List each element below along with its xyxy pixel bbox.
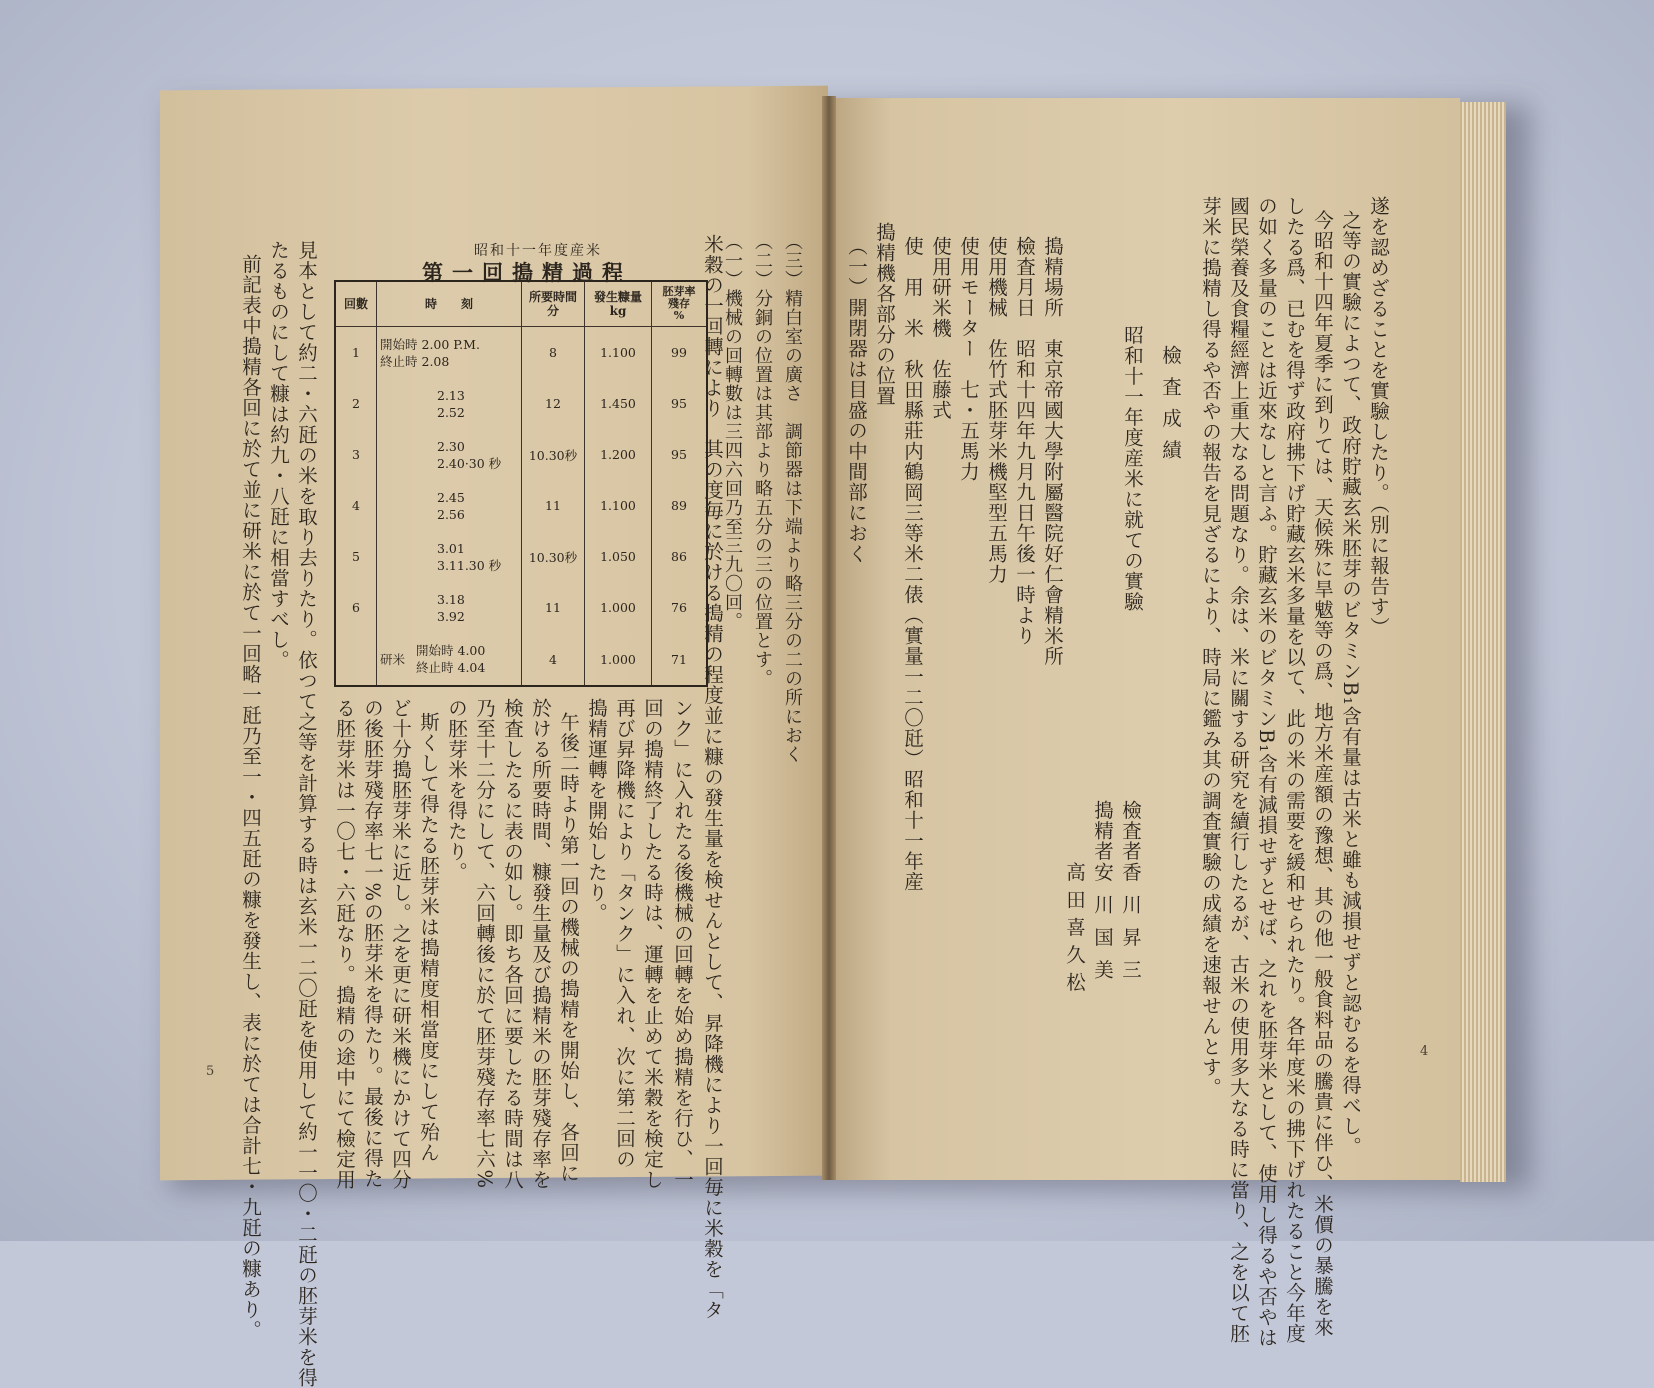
header-time: 時 刻 [377, 281, 522, 327]
cell-germ: 99 [652, 327, 708, 379]
header-germ-l1: 胚芽 [662, 285, 685, 298]
table-row [335, 480, 707, 531]
cell-bran: 1.450 [585, 378, 652, 429]
time-start: 2.45 [437, 489, 465, 505]
time-start: 4.00 [457, 643, 486, 659]
cell-time [377, 429, 522, 480]
cell-round: 4 [335, 480, 377, 531]
time-start: 3.18 [437, 591, 465, 607]
header-bran-label: 發生糠量 [593, 290, 642, 304]
inspector-name: 香川昇三 [1119, 862, 1142, 992]
body-line: 検査したるに表の如し。即ち各回に要したる時間は八 [501, 698, 524, 1190]
body-line: 再び昇降機により「タンク」に入れ、次に第二回の [613, 698, 636, 1170]
cell-germ: 95 [652, 378, 708, 429]
body-line: 芽米に搗精し得るや否やの報告を見ざるにより、時局に鑑み其の調査實驗の成績を速報せんとす。 [1199, 196, 1222, 1098]
time-end: 3.11.30 秒 [437, 557, 502, 573]
field-line: 搗精場所 東京帝國大學附屬醫院好仁會精米所 [1041, 236, 1064, 667]
cell-round-polish: 研米 [380, 652, 406, 668]
field-line: 使 用 米 秋田縣莊内鶴岡三等米二俵（實量一二〇瓩）昭和十一年産 [901, 236, 924, 892]
field-line: 檢査月日 昭和十四年九月九日午後一時より [1013, 236, 1036, 646]
body-line: の胚芽米を得たり。 [445, 698, 468, 883]
body-line: 遂を認めざることを實驗したり。（別に報告す） [1367, 196, 1390, 638]
body-line: ど十分搗胚芽米に近し。之を更に研米機にかけて四分 [389, 698, 412, 1190]
body-line: したる爲、已むを得ず政府拂下げ貯藏玄米多量を以て、此の米の需要を緩和せられたり。各年度米の拂下げれたること今年度 [1283, 196, 1306, 1344]
body-line: 前記表中搗精各回に於て並に研米に於て一回略一瓩乃至一・四五瓩の糠を發生し、表に於ては合計七・九瓩の糠あり。 [239, 254, 262, 1341]
table-row [335, 582, 707, 633]
cell-bran: 1.050 [585, 531, 652, 582]
header-duration-unit: 分 [546, 304, 559, 318]
table-row [335, 531, 707, 582]
cell-bran: 1.000 [585, 582, 652, 633]
cell-duration: 11 [522, 582, 585, 633]
body-line: る胚芽米は一〇七・六瓩なり。搗精の途中にて檢定用 [333, 698, 356, 1190]
cell-time [377, 531, 522, 582]
miller-role: 搗精者 [1091, 800, 1114, 862]
cell-germ: 86 [652, 531, 708, 582]
cell-time [377, 480, 522, 531]
setting-item: （一）機械の回轉數は三四六回乃至三九〇回。 [722, 232, 743, 631]
cell-duration: 8 [522, 327, 585, 379]
cell-bran: 1.100 [585, 327, 652, 379]
cell-germ: 95 [652, 429, 708, 480]
cell-round: 3 [335, 429, 377, 480]
cell-duration: 12 [522, 378, 585, 429]
miller-name: 高田喜久松 [1063, 862, 1086, 1000]
body-line: 見本として約二・六瓩の米を取り去りたり。依つて之等を計算する時は玄米一二〇瓩を使用して約一一〇・二瓩の胚芽米を得 [295, 240, 318, 1388]
setting-item: （三）精白室の廣さ 調節器は下端より略三分の二の所におく [782, 232, 803, 764]
cell-time [377, 378, 522, 429]
time-end: 2.56 [437, 506, 465, 522]
header-bran [585, 281, 652, 327]
cell-time [377, 582, 522, 633]
cell-germ: 71 [652, 633, 708, 686]
field-line: 使用研米機 佐藤式 [929, 236, 952, 421]
label-end: 終止時 [380, 353, 418, 369]
body-line: 斯くして得たる胚芽米は搗精度相當度にして殆ん [417, 712, 440, 1163]
cell-round: 1 [335, 327, 377, 379]
table-row [335, 378, 707, 429]
table-subtitle: 昭和十一年度産米 [474, 243, 602, 259]
cell-time [377, 633, 522, 686]
body-line: たるものにして糠は約九・八瓩に相當すべし。 [267, 240, 290, 671]
cell-duration: 10.30秒 [522, 429, 585, 480]
body-line: 午後二時より第一回の機械の搗精を開始し、各回に [557, 712, 580, 1184]
time-start: 2.00 P.M. [421, 336, 480, 352]
time-start: 2.30 [437, 438, 465, 454]
body-line: 米穀の一回轉により 其の度毎に於ける搗精の程度並に糠の發生量を検せんとして、昇降機により一回毎に米穀を「タ [701, 234, 724, 1321]
body-line: 於ける所要時間、糠發生量及び搗精米の胚芽殘存率を [529, 698, 552, 1190]
cell-time [377, 327, 522, 379]
time-end: 3.92 [437, 608, 465, 624]
setting-item: （二）分銅の位置は其部より略五分の三の位置とす。 [752, 232, 773, 688]
cell-bran: 1.200 [585, 429, 652, 480]
cell-duration: 10.30秒 [522, 531, 585, 582]
table-row [335, 327, 707, 379]
field-line: （一）開閉器は目盛の中間部におく [845, 236, 868, 564]
body-line: 國民榮養及食糧經濟上重大なる問題なり。余は、米に關する研究を續行したるが、古米の使用多大なる時に當り、之を以て胚 [1227, 196, 1250, 1344]
page-edges [1460, 102, 1506, 1182]
header-round: 回數 [335, 281, 377, 327]
body-line: 今昭和十四年夏季に到りては、天候殊に旱魃等の爲、地方米産額の豫想、其の他一般食料品の騰貴に伴ひ、米價の暴騰を來 [1311, 210, 1334, 1338]
field-line: 使用機械 佐竹式胚芽米機堅型五馬力 [985, 236, 1008, 585]
field-line: 使用モーター 七・五馬力 [957, 236, 980, 482]
header-germ-l3: 率 [684, 285, 696, 298]
field-line: 搗精機各部分の位置 [873, 222, 896, 407]
body-line: 回の搗精終了したる時は、運轉を止めて米穀を検定し [641, 698, 664, 1190]
table-title: 第一回搗精過程 [422, 260, 632, 285]
cell-germ: 76 [652, 582, 708, 633]
cell-bran: 1.000 [585, 633, 652, 686]
table-row [335, 429, 707, 480]
time-end: 2.08 [421, 353, 450, 369]
cell-duration: 11 [522, 480, 585, 531]
inspector-role: 檢査者 [1119, 800, 1142, 862]
label-start: 開始時 [380, 336, 418, 352]
body-line: の如く多量のことは近來なしと言ふ。貯藏玄米のビタミンB₁含有減損せずとせば、之れを胚芽米として、使用し得るや否やは [1255, 196, 1278, 1348]
time-start: 2.13 [437, 387, 465, 403]
header-germ [652, 281, 708, 327]
page-number-right: 4 [1420, 1044, 1429, 1059]
body-line: 之等の實驗によつて、政府貯藏玄米胚芽のビタミンB₁含有量は古米と雖も減損せずと認むるを得べし。 [1339, 210, 1362, 1157]
header-duration-label: 所要時間 [528, 290, 577, 304]
cell-round: 6 [335, 582, 377, 633]
milling-process-table [334, 280, 708, 687]
table-row [335, 633, 707, 686]
body-line: の後胚芽殘存率七一%の胚芽米を得たり。最後に得た [361, 698, 384, 1190]
label-start: 開始時 [416, 643, 454, 659]
cell-germ: 89 [652, 480, 708, 531]
cell-round: 5 [335, 531, 377, 582]
cell-duration: 4 [522, 633, 585, 686]
time-start: 3.01 [437, 540, 465, 556]
page-number-left: 5 [206, 1064, 215, 1079]
body-line: 乃至十二分にして、六回轉後に於て胚芽殘存率七六% [473, 698, 496, 1190]
body-line: ンク」に入れたる後機械の回轉を始め搗精を行ひ、一 [671, 698, 694, 1190]
book-gutter [822, 96, 836, 1180]
section-heading: 檢査成績 [1159, 345, 1182, 471]
section-subheading: 昭和十一年度産米に就ての實驗 [1121, 325, 1144, 612]
cell-round: 2 [335, 378, 377, 429]
cell-round [335, 633, 377, 686]
label-end: 終止時 [416, 660, 454, 676]
header-bran-unit: kg [609, 304, 627, 318]
cell-bran: 1.100 [585, 480, 652, 531]
time-end: 2.40·30 秒 [437, 455, 502, 471]
body-line: 搗精運轉を開始したり。 [585, 698, 608, 924]
header-germ-unit: % [673, 309, 685, 322]
inspector-name: 安川国美 [1091, 862, 1114, 992]
header-germ-l2: 殘存 [668, 297, 690, 310]
time-end: 2.52 [437, 404, 465, 420]
time-end: 4.04 [457, 660, 486, 676]
header-duration [522, 281, 585, 327]
